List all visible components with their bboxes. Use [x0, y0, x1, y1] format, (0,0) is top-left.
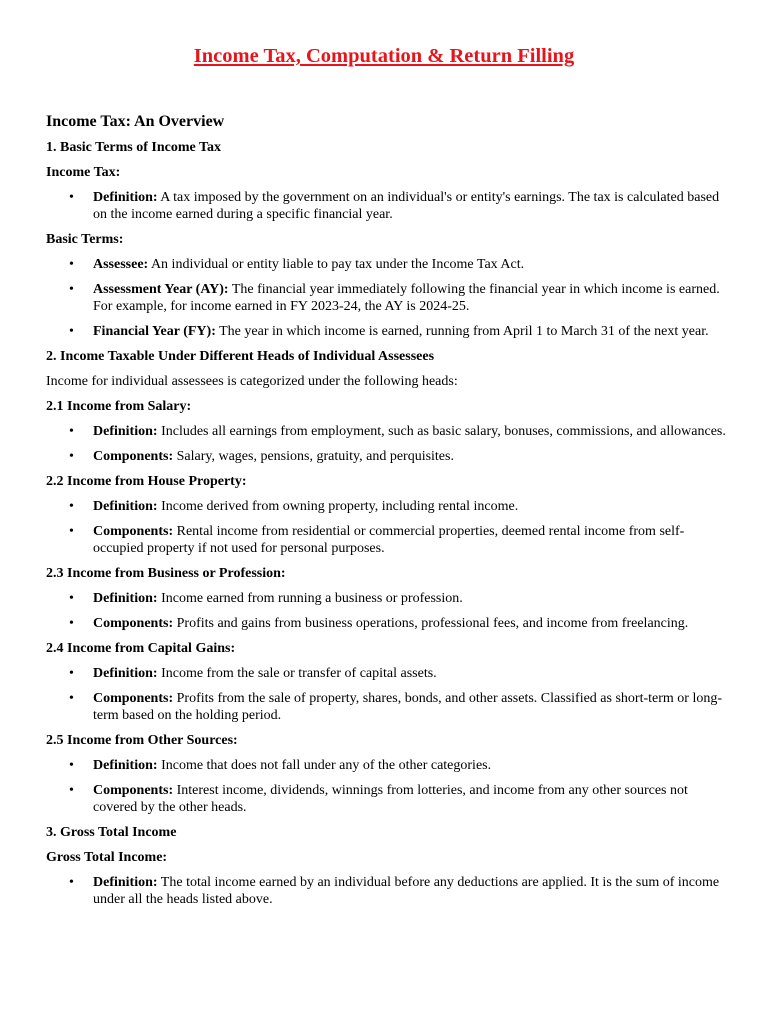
salary-list: [46, 423, 726, 465]
income-tax-label: Income Tax:: [46, 165, 121, 180]
list-item: [46, 281, 726, 315]
basic-terms-label: Basic Terms:: [46, 232, 124, 247]
list-item: [46, 782, 726, 816]
other-sources-heading: 2.5 Income from Other Sources:: [46, 733, 238, 748]
item-label: Assessment Year (AY):: [93, 282, 229, 297]
item-text: Rental income from residential or commercial properties, deemed rental income from self-occupied property if not used for personal purposes.: [93, 524, 685, 556]
section-2-intro: Income for individual assessees is categorized under the following heads:: [46, 374, 458, 389]
capital-gains-heading: 2.4 Income from Capital Gains:: [46, 641, 236, 656]
item-label: Components:: [93, 524, 174, 539]
item-text: The financial year immediately following the financial year in which income is earned. For example, for income earned in FY 2023-24, the AY is 2024-25.: [93, 282, 720, 314]
item-label: Definition:: [93, 758, 158, 773]
list-item: [46, 256, 726, 273]
item-text: Income that does not fall under any of the other categories.: [157, 758, 492, 773]
item-label: Definition:: [93, 875, 158, 890]
bullet-icon: •: [69, 758, 74, 773]
bullet-icon: •: [69, 616, 74, 631]
salary-heading: 2.1 Income from Salary:: [46, 399, 192, 414]
item-text: Profits and gains from business operations, professional fees, and income from freelancing.: [173, 616, 689, 631]
item-text: Profits from the sale of property, shares, bonds, and other assets. Classified as short-term or long-term based on the holding period.: [93, 691, 722, 723]
income-tax-list: [46, 189, 726, 223]
bullet-icon: •: [69, 524, 74, 539]
item-text: Income earned from running a business or profession.: [157, 591, 463, 606]
list-item: [46, 498, 726, 515]
item-label: Definition:: [93, 424, 158, 439]
item-label: Components:: [93, 616, 174, 631]
bullet-icon: •: [69, 324, 74, 339]
item-text: The total income earned by an individual before any deductions are applied. It is the sum of income under all the heads listed above.: [93, 875, 720, 907]
list-item: [46, 874, 726, 908]
item-label: Components:: [93, 449, 174, 464]
bullet-icon: •: [69, 499, 74, 514]
item-label: Financial Year (FY):: [93, 324, 216, 339]
bullet-icon: •: [69, 257, 74, 272]
document-body: [46, 112, 726, 916]
item-text: Includes all earnings from employment, such as basic salary, bonuses, commissions, and allowances.: [157, 424, 726, 439]
other-sources-list: [46, 757, 726, 816]
bullet-icon: •: [69, 875, 74, 890]
item-label: Definition:: [93, 666, 158, 681]
item-text: The year in which income is earned, running from April 1 to March 31 of the next year.: [215, 324, 709, 339]
item-text: Interest income, dividends, winnings from lotteries, and income from any other sources not covered by the other heads.: [93, 783, 688, 815]
bullet-icon: •: [69, 282, 74, 297]
capital-gains-list: [46, 665, 726, 724]
business-list: [46, 590, 726, 632]
list-item: [46, 189, 726, 223]
section-2-heading: 2. Income Taxable Under Different Heads of Individual Assessees: [46, 349, 435, 364]
section-1-heading: 1. Basic Terms of Income Tax: [46, 140, 222, 155]
gross-total-income-label: Gross Total Income:: [46, 850, 168, 865]
business-heading: 2.3 Income from Business or Profession:: [46, 566, 286, 581]
item-text: Salary, wages, pensions, gratuity, and perquisites.: [173, 449, 454, 464]
list-item: [46, 615, 726, 632]
item-label: Components:: [93, 783, 174, 798]
item-text: A tax imposed by the government on an individual's or entity's earnings. The tax is calculated based on the income earned during a specific financial year.: [93, 190, 720, 222]
section-3-heading: 3. Gross Total Income: [46, 825, 177, 840]
list-item: [46, 590, 726, 607]
bullet-icon: •: [69, 190, 74, 205]
gross-total-income-list: [46, 874, 726, 908]
house-property-list: [46, 498, 726, 557]
document-title: Income Tax, Computation & Return Filling: [193, 45, 575, 67]
item-text: Income derived from owning property, including rental income.: [157, 499, 519, 514]
bullet-icon: •: [69, 591, 74, 606]
item-text: Income from the sale or transfer of capital assets.: [157, 666, 437, 681]
list-item: [46, 665, 726, 682]
basic-terms-list: [46, 256, 726, 340]
list-item: [46, 423, 726, 440]
list-item: [46, 323, 726, 340]
item-label: Definition:: [93, 499, 158, 514]
overview-heading: Income Tax: An Overview: [46, 113, 225, 130]
house-property-heading: 2.2 Income from House Property:: [46, 474, 247, 489]
bullet-icon: •: [69, 424, 74, 439]
list-item: [46, 448, 726, 465]
bullet-icon: •: [69, 783, 74, 798]
list-item: [46, 757, 726, 774]
list-item: [46, 690, 726, 724]
item-label: Assessee:: [93, 257, 149, 272]
item-label: Definition:: [93, 591, 158, 606]
bullet-icon: •: [69, 691, 74, 706]
bullet-icon: •: [69, 449, 74, 464]
item-label: Definition:: [93, 190, 158, 205]
item-label: Components:: [93, 691, 174, 706]
item-text: An individual or entity liable to pay tax under the Income Tax Act.: [148, 257, 525, 272]
bullet-icon: •: [69, 666, 74, 681]
list-item: [46, 523, 726, 557]
